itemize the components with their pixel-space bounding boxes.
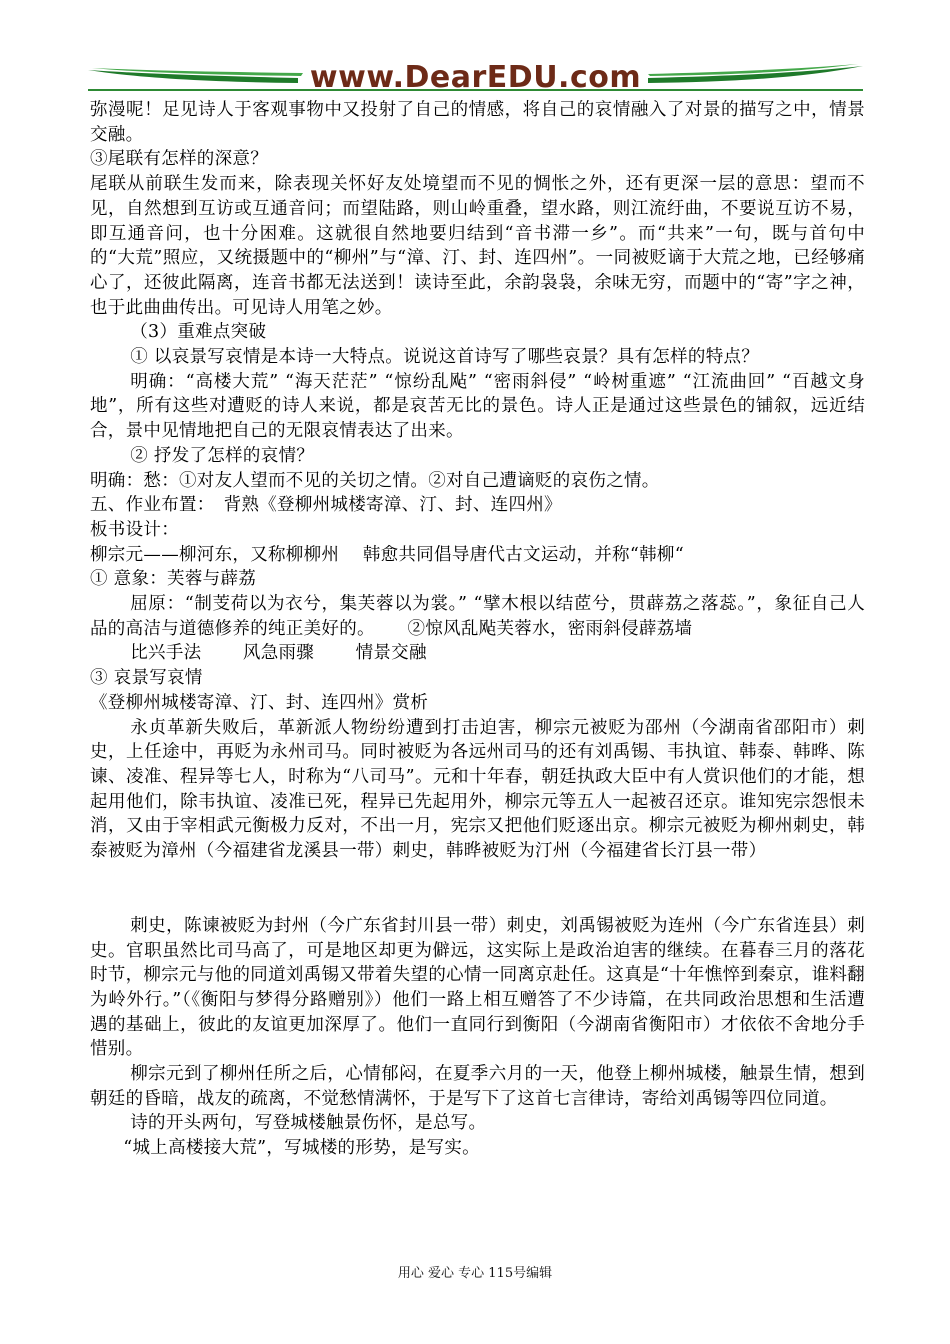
paragraph: “城上高楼接大荒”，写城楼的形势，是写实。 (123, 1138, 480, 1159)
paragraph: 弥漫呢！足见诗人于客观事物中又投射了自己的情感，将自己的哀情融入了对景的描写之中，情景交融。 (90, 100, 865, 145)
site-logo[interactable]: www.DearEDU.com (309, 60, 642, 95)
paragraph: 尾联从前联生发而来，除表现关怀好友处境望而不见的惆怅之外，还有更深一层的意思：望而不见，自然想到互访或互通音问；而望陆路，则山岭重叠，望水路，则江流纡曲，不要说互访不易，即互通音问，也十分困难。这就很自然地要归结到“音书滞一乡”。而“共来”一句，既与首句中的“大荒”照应，又统摄题中的“柳州”与“漳、汀、封、连四州”。一同被贬谪于大荒之地，已经够痛心了，还彼此隔离，连音书都无法送到！读诗至此，余韵袅袅，余味无穷，而题中的“寄”字之神，也于此曲曲传出。可见诗人用笔之妙。 (90, 174, 865, 318)
page-footer: 用心 爱心 专心 115号编辑 (397, 1266, 553, 1281)
question-heading: ① 以哀景写哀情是本诗一大特点。说说这首诗写了哪些哀景？具有怎样的特点？ (130, 347, 760, 368)
document-body (90, 98, 865, 1161)
paragraph: 比兴手法 风急雨骤 情景交融 (130, 643, 427, 664)
question-heading: ③尾联有怎样的深意？ (90, 149, 268, 170)
section-heading: 五、作业布置： 背熟《登柳州城楼寄漳、汀、封、连四州》 (90, 495, 562, 516)
paragraph: 柳宗元到了柳州任所之后，心情郁闷，在夏季六月的一天，他登上柳州城楼，触景生情，想到朝廷的昏暗，战友的疏离，不觉愁情满怀，于是写下了这首七言律诗，寄给刘禹锡等四位同道。 (90, 1064, 865, 1109)
section-heading: 《登柳州城楼寄漳、汀、封、连四州》赏析 (90, 692, 429, 713)
section-heading: 板书设计： (90, 519, 179, 540)
paragraph: 永贞革新失败后，革新派人物纷纷遭到打击迫害，柳宗元被贬为邵州（今湖南省邵阳市）刺史，上任途中，再贬为永州司马。同时被贬为各远州司马的还有刘禹锡、韦执谊、韩泰、韩晔、陈谏、凌准、程异等七人，时称为“八司马”。元和十年春，朝廷执政大臣中有人赏识他们的才能，想起用他们，除韦执谊、凌准已死，程异已先起用外，柳宗元等五人一起被召还京。谁知宪宗怨恨未消，又由于宰相武元衡极力反对，不出一月，宪宗又把他们贬逐出京。柳宗元被贬为柳州刺史，韩泰被贬为漳州（今福建省龙溪县一带）刺史，韩晔被贬为汀州（今福建省长汀县一带） (90, 717, 865, 862)
paragraph: 诗的开头两句，写登城楼触景伤怀，是总写。 (130, 1113, 487, 1134)
list-item: ① 意象：芙蓉与薜荔 (90, 569, 257, 590)
paragraph: 明确：“高楼大荒” “海天茫茫” “惊纷乱飐” “密雨斜侵” “岭树重遮” “江流曲回” “百越文身地”，所有这些对遭贬的诗人来说，都是哀苦无比的景色。诗人正是通过这些景色的铺叙，远近结合，景中见情地把自己的无限哀情表达了出来。 (90, 371, 865, 442)
paragraph: 明确：愁：①对友人望而不见的关切之情。②对自己遭谪贬的哀伤之情。 (90, 470, 660, 491)
list-item: ③ 哀景写哀情 (90, 668, 203, 689)
site-header (88, 52, 863, 100)
paragraph-gap (90, 864, 865, 914)
paragraph: 屈原：“制芰荷以为衣兮，集芙蓉以为裳。” “擘木根以结茝兮，贯薜荔之落蕊。”，象征自己人品的高洁与道德修养的纯正美好的。 ②惊风乱飐芙蓉水，密雨斜侵薜荔墙 (90, 594, 865, 639)
section-heading: （3）重难点突破 (130, 322, 267, 343)
paragraph: 刺史，陈谏被贬为封州（今广东省封川县一带）刺史，刘禹锡被贬为连州（今广东省连县）刺史。官职虽然比司马高了，可是地区却更为僻远，这实际上是政治迫害的继续。在暮春三月的落花时节，柳宗元与他的同道刘禹锡又带着失望的心情一同离京赴任。这真是“十年憔悴到秦京，谁料翻为岭外行。”（《衡阳与梦得分路赠别》）他们一路上相互赠答了不少诗篇，在共同政治思想和生活遭遇的基础上，彼此的友谊更加深厚了。他们一直同行到衡阳（今湖南省衡阳市）才依依不舍地分手惜别。 (90, 915, 865, 1060)
question-heading: ② 抒发了怎样的哀情？ (130, 445, 315, 466)
paragraph: 柳宗元——柳河东，又称柳柳州 韩愈共同倡导唐代古文运动，并称“韩柳“ (90, 544, 684, 565)
